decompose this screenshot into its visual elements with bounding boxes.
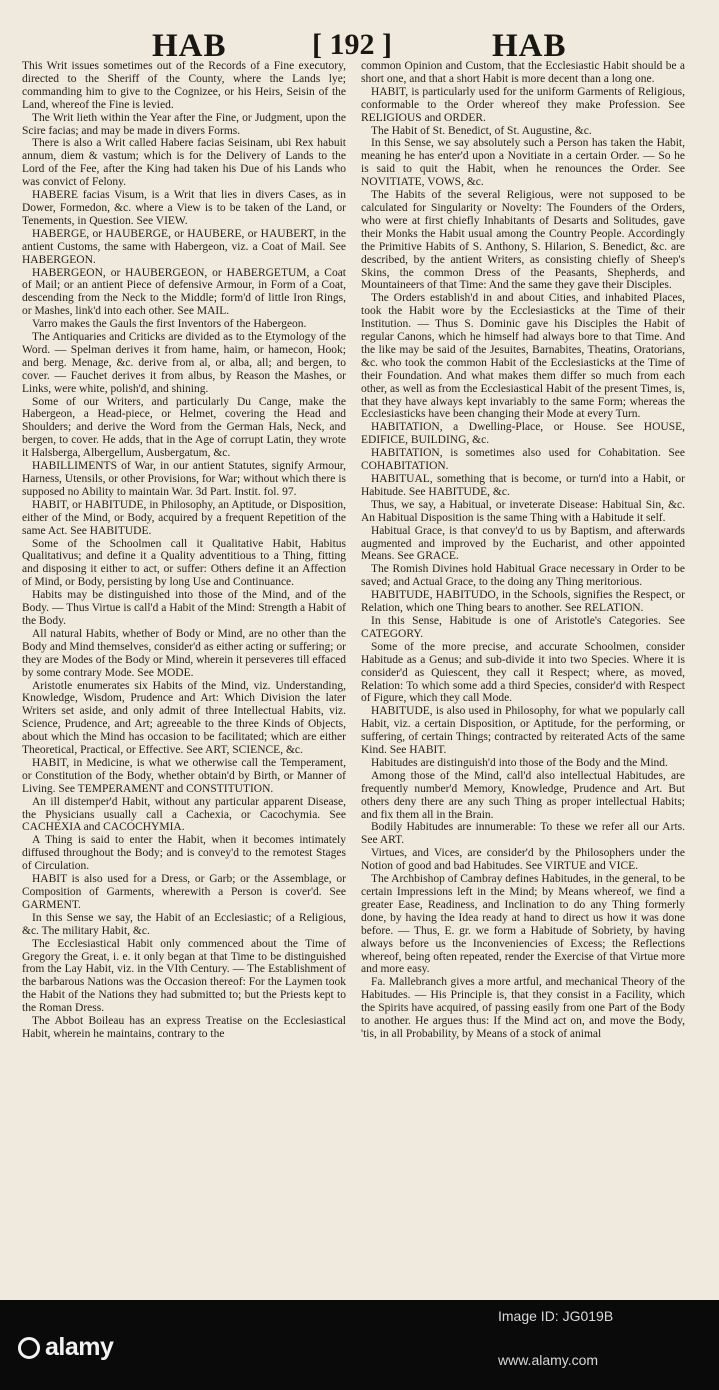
entry-paragraph: This Writ issues sometimes out of the Records of a Fine executory, directed to the Sheriff of the County, where the Lands lye; commanding him to give to the Cognizee, or his Heirs, Seisin of the Land, whereof the Fine is levied. <box>22 60 346 111</box>
entry-paragraph: HABIT, is particularly used for the uniform Garments of Religious, conformable to the Order whereof they make Profession. See RELIGIOUS and ORDER. <box>361 85 685 124</box>
entry-paragraph: Some of the more precise, and accurate Schoolmen, consider Habitude as a Genus; and sub-divide it into two Species. Where it is consider'd as Quiescent, they call it Respect; where, as moved, Relation: To which some add a third Species, consider'd with Respect of Figure, which they call Mode. <box>361 640 685 705</box>
entry-paragraph: HABITUAL, something that is become, or turn'd into a Habit, or Habitude. See HABITUDE, &c. <box>361 473 685 498</box>
site-url[interactable]: www.alamy.com <box>498 1352 599 1368</box>
entry-paragraph: Virtues, and Vices, are consider'd by the Philosophers under the Notion of good and bad Habitudes. See VIRTUE and VICE. <box>361 847 685 873</box>
entry-paragraph: Thus, we say, a Habitual, or inveterate Disease: Habitual Sin, &c. An Habitual Disposition is the same Thing with a Habitude it self. <box>361 498 685 524</box>
entry-paragraph: Habits may be distinguished into those of the Mind, and of the Body. — Thus Virtue is call'd a Habit of the Mind: Strength a Habit of the Body. <box>22 589 346 627</box>
entry-paragraph: Habitual Grace, is that convey'd to us by Baptism, and afterwards augmented and improved by the Eucharist, and other appointed Means. See GRACE. <box>361 524 685 563</box>
entry-paragraph: Bodily Habitudes are innumerable: To these we refer all our Arts. See ART. <box>361 821 685 847</box>
entry-paragraph: Aristotle enumerates six Habits of the Mind, viz. Understanding, Knowledge, Wisdom, Prudence and Art: Which Division the later Writers set aside, and only admit of three Intellectual Habits, viz. Science, Prudence, and Art; agreeable to the three Kinds of Objects, about which the Mind has occasion to be facilitated; which are either Theoretical, Practical, or Effective. See ART, SCIENCE, &c. <box>22 679 346 757</box>
entry-paragraph: In this Sense, we say absolutely such a Person has taken the Habit, meaning he has enter'd upon a Novitiate in a certain Order. — So he is said to quit the Habit, when he renounces the Order. See NOVITIATE, VOWS, &c. <box>361 137 685 189</box>
entry-paragraph: The Habit of St. Benedict, of St. Augustine, &c. <box>371 124 592 137</box>
entry-paragraph: HABERGEON, or HAUBERGEON, or HABERGETUM, a Coat of Mail; or an antient Piece of defensive Armour, in Form of a Coat, descending from the Neck to the Middle; form'd of little Iron Rings, or Mashes, link'd into each other. See MAIL. <box>22 266 346 318</box>
image-id: Image ID: JG019B <box>498 1308 614 1324</box>
entry-paragraph: The Antiquaries and Criticks are divided as to the Etymology of the Word. — Spelman derives it from hame, haim, or hamecon, Hook; and berg. Menage, &c. derive from al, or alba, all; and bergen, to cover. — Fauchet derives it from albus, by Reason the Mashes, or Links, were white, polish'd, and shining. <box>22 331 346 395</box>
entry-paragraph: Fa. Mallebranch gives a more artful, and mechanical Theory of the Habitudes. — His Principle is, that they consist in a Facility, which the Spirits have acquired, of passing easily from one Part of the Body to another. He argues thus: If the Mind act on, and move the Body, 'tis, in all Probability, by Means of a stock of animal <box>361 976 685 1040</box>
entry-paragraph: HABERGE, or HAUBERGE, or HAUBERE, or HAUBERT, in the antient Customs, the same with Habergeon, viz. a Coat of Mail. See HABERGEON. <box>22 227 346 266</box>
entry-paragraph: HABERE facias Visum, is a Writ that lies in divers Cases, as in Dower, Formedon, &c. where a View is to be taken of the Land, or Tenements, in Question. See VIEW. <box>22 189 346 227</box>
entry-paragraph: In this Sense, Habitude is one of Aristotle's Categories. See CATEGORY. <box>361 614 685 640</box>
right-headword: HAB <box>492 28 567 64</box>
entry-paragraph: Among those of the Mind, call'd also intellectual Habitudes, are frequently number'd Memory, Knowledge, Prudence and Art. But others deny there are any such Thing as proper intellectual Habits; and fix them all in the Brain. <box>361 769 685 821</box>
entry-paragraph: The Writ lieth within the Year after the Fine, or Judgment, upon the Scire facias; and may be made in divers Forms. <box>22 111 346 137</box>
entry-paragraph: HABITUDE, HABITUDO, in the Schools, signifies the Respect, or Relation, which one Thing bears to another. See RELATION. <box>361 589 685 615</box>
entry-paragraph: HABILLIMENTS of War, in our antient Statutes, signify Armour, Harness, Utensils, or other Provisions, for War; without which there is supposed no Ability to maintain War. 3d Part. Instit. fol. 97. <box>22 460 346 498</box>
entry-paragraph: A Thing is said to enter the Habit, when it becomes intimately diffused throughout the Body; and is convey'd to the remotest Stages of Circulation. <box>22 834 346 873</box>
page-number: [ 192 ] <box>312 28 392 61</box>
entry-paragraph: Varro makes the Gauls the first Inventors of the Habergeon. <box>32 318 307 331</box>
entry-paragraph: The Archbishop of Cambray defines Habitudes, in the general, to be certain Impressions left in the Mind; by Means whereof, we find a greater Ease, Readiness, and Inclination to do any Thing formerly done, by having the Idea ready at hand to direct us how it was done before. — Thus, E. gr. we form a Habitude of Sobriety, by having always before us the Inconveniencies of Excess; the Reflections whereof, being often repeated, render the Exercise of that Virtue more and more easy. <box>361 873 685 976</box>
entry-paragraph: Habitudes are distinguish'd into those of the Body and the Mind. <box>371 756 668 769</box>
entry-paragraph: An ill distemper'd Habit, without any particular apparent Disease, the Physicians usually call a Cachexia, or Cacochymia. See CACHEXIA and CACOCHYMIA. <box>22 795 346 834</box>
entry-paragraph: The Romish Divines hold Habitual Grace necessary in Order to be saved; and Actual Grace, to the doing any Thing meritorious. <box>361 563 685 589</box>
entry-paragraph: The Ecclesiastical Habit only commenced about the Time of Gregory the Great, i. e. it only began at that Time to be distinguished from the Lay Habit, viz. in the VIth Century. — The Establishment of the barbarous Nations was the Occasion thereof: For the Laymen took the Habit of the Nations they had submitted to; but the Priests kept to the Roman Dress. <box>22 937 346 1015</box>
alamy-logo <box>18 1333 113 1362</box>
alamy-logo-text: alamy <box>45 1333 114 1361</box>
entry-paragraph: HABITATION, is sometimes also used for Cohabitation. See COHABITATION. <box>361 447 685 473</box>
entry-paragraph: Some of our Writers, and particularly Du Cange, make the Habergeon, a Head-piece, or Helmet, covering the Head and Shoulders; and derive the Word from the German Hals, Neck, and bergen, to cover. He adds, that in the Age of corrupt Latin, they wrote it Halsberga, Albergellum, Ausbergatum, &c. <box>22 395 346 460</box>
entry-paragraph: The Abbot Boileau has an express Treatise on the Ecclesiastical Habit, wherein he maintains, contrary to the <box>22 1015 346 1040</box>
left-column <box>22 60 346 1041</box>
entry-paragraph: HABIT is also used for a Dress, or Garb; or the Assemblage, or Composition of Garments, wherewith a Person is cover'd. See GARMENT. <box>22 873 346 911</box>
entry-paragraph: HABIT, in Medicine, is what we otherwise call the Temperament, or Constitution of the Body, whether obtain'd by Birth, or Manner of Living. See TEMPERAMENT and CONSTITUTION. <box>22 756 346 795</box>
page-header <box>0 10 719 64</box>
entry-paragraph: HABITATION, a Dwelling-Place, or House. See HOUSE, EDIFICE, BUILDING, &c. <box>361 421 685 447</box>
left-headword: HAB <box>152 28 227 64</box>
entry-paragraph: In this Sense we say, the Habit of an Ecclesiastic; of a Religious, &c. The military Habit, &c. <box>22 911 346 937</box>
entry-paragraph: There is also a Writ called Habere facias Seisinam, ubi Rex habuit annum, diem & vastum; which is for the Delivery of Lands to the Lord of the Fee, after the King had taken his Due of his Lands who was convict of Felony. <box>22 137 346 189</box>
entry-paragraph: HABITUDE, is also used in Philosophy, for what we popularly call Habit, viz. a certain Disposition, or Aptitude, for the performing, or suffering, of certain Things; contracted by reiterated Acts of the same Kind. See HABIT. <box>361 705 685 757</box>
entry-paragraph: Some of the Schoolmen call it Qualitative Habit, Habitus Qualitativus; and define it a Quality adventitious to a Thing, fitting and disposing it either to act, or suffer: Others define it an Affection of Mind, or Body, persisting by long Use and Continuance. <box>22 537 346 589</box>
entry-paragraph: common Opinion and Custom, that the Ecclesiastic Habit should be a short one, and that a short Habit is more decent than a long one. <box>361 60 685 85</box>
entry-paragraph: HABIT, or HABITUDE, in Philosophy, an Aptitude, or Disposition, either of the Mind, or Body, acquired by a frequent Repetition of the same Act. See HABITUDE. <box>22 498 346 537</box>
right-column <box>361 60 685 1041</box>
alamy-logo-icon <box>18 1337 40 1359</box>
entry-paragraph: All natural Habits, whether of Body or Mind, are no other than the Body and Mind themselves, consider'd as either acting or suffering; or they are Modes of the Body or Mind, wherein it perseveres till effaced by some contrary Mode. See MODE. <box>22 627 346 679</box>
entry-paragraph: The Habits of the several Religious, were not supposed to be calculated for Singularity or Novelty: The Founders of the Orders, who were at first chiefly Inhabitants of Desarts and Solitudes, gave their Monks the Habit usual among the Country People. Accordingly the Primitive Habits of S. Anthony, S. Hilarion, S. Benedict, &c. are described, by the antient Writers, as consisting chiefly of Sheep's Skins, the common Dress of the Peasants, Shepherds, and Mountaineers of that Time: And the same they gave their Disciples. <box>361 189 685 292</box>
entry-paragraph: The Orders establish'd in and about Cities, and inhabited Places, took the Habit wore by the Ecclesiasticks at the Time of their Institution. — Thus S. Dominic gave his Disciples the Habit of regular Canons, which he himself had always bore to that Time. And the like may be said of the Jesuites, Barnabites, Theatins, Oratorians, &c. who took the common Habit of the Ecclesiasticks at the Time of their Foundation. And what makes them differ so much from each other, as well as from the Ecclesiastical Habit of the present Times, is, that they have always kept invariably to the same Form; whereas the Ecclesiasticks have been changing their Mode at every Turn. <box>361 292 685 421</box>
